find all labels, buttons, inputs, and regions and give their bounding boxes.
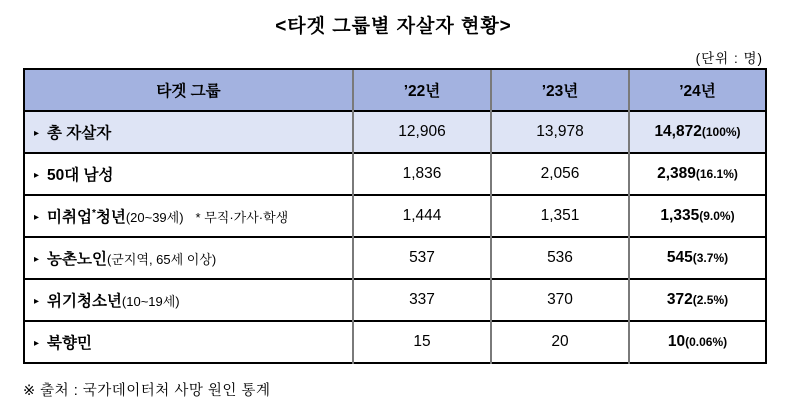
value-year-22: 15 bbox=[353, 321, 491, 363]
value-year-23: 2,056 bbox=[491, 153, 629, 195]
table-row bbox=[24, 279, 766, 321]
row-label-cell bbox=[24, 153, 353, 195]
table-row bbox=[24, 153, 766, 195]
table-header-row bbox=[24, 69, 766, 111]
column-header-year-22: ’22년 bbox=[353, 69, 491, 111]
value-year-24-percent: (2.5%) bbox=[692, 293, 729, 307]
value-year-23: 370 bbox=[491, 279, 629, 321]
value-year-22: 12,906 bbox=[353, 111, 491, 153]
row-label-cell bbox=[24, 111, 353, 153]
value-year-24: 10 bbox=[667, 333, 686, 350]
row-bullet-icon: ▸ bbox=[34, 170, 40, 181]
row-bullet-icon: ▸ bbox=[34, 128, 40, 139]
value-year-24-percent: (100%) bbox=[701, 125, 741, 139]
value-year-23: 536 bbox=[491, 237, 629, 279]
row-label: 50대 남성 bbox=[47, 167, 114, 184]
value-year-23: 20 bbox=[491, 321, 629, 363]
value-year-24-cell bbox=[629, 111, 766, 153]
value-year-24-cell bbox=[629, 153, 766, 195]
value-year-24: 1,335 bbox=[660, 207, 700, 224]
column-header-target-group: 타겟 그룹 bbox=[24, 69, 353, 111]
value-year-24: 2,389 bbox=[657, 165, 696, 182]
value-year-24: 372 bbox=[666, 291, 693, 308]
row-label-parenthetical: (군지역, 65세 이상) bbox=[106, 252, 217, 267]
row-label: 북향민 bbox=[47, 335, 92, 352]
unit-label: (단위 : 명) bbox=[695, 51, 763, 66]
source-note: ※ 출처 : 국가데이터처 사망 원인 통계 bbox=[23, 383, 271, 399]
row-bullet-icon: ▸ bbox=[34, 338, 40, 349]
row-label-cell bbox=[24, 321, 353, 363]
value-year-22: 1,444 bbox=[353, 195, 491, 237]
row-label-cell bbox=[24, 195, 353, 237]
row-label-cell bbox=[24, 279, 353, 321]
row-label: 농촌노인 bbox=[47, 251, 107, 268]
value-year-24-cell bbox=[629, 279, 766, 321]
row-bullet-icon: ▸ bbox=[34, 296, 40, 307]
table-row bbox=[24, 111, 766, 153]
table-row bbox=[24, 321, 766, 363]
page-title: <타겟 그룹별 자살자 현황> bbox=[275, 16, 512, 37]
value-year-24-cell bbox=[629, 321, 766, 363]
column-header-year-24: ’24년 bbox=[629, 69, 766, 111]
row-bullet-icon: ▸ bbox=[34, 212, 40, 223]
row-label-cell bbox=[24, 237, 353, 279]
value-year-24: 14,872 bbox=[654, 123, 702, 140]
row-bullet-icon: ▸ bbox=[34, 254, 40, 265]
value-year-24-cell bbox=[629, 195, 766, 237]
value-year-24-percent: (3.7%) bbox=[692, 251, 729, 265]
value-year-22: 1,836 bbox=[353, 153, 491, 195]
value-year-24-percent: (0.06%) bbox=[685, 335, 728, 349]
statistics-table bbox=[23, 68, 767, 364]
value-year-22: 537 bbox=[353, 237, 491, 279]
row-footnote: * 무직·가사·학생 bbox=[195, 210, 289, 225]
value-year-24-percent: (9.0%) bbox=[699, 209, 735, 223]
value-year-22: 337 bbox=[353, 279, 491, 321]
value-year-24-percent: (16.1%) bbox=[695, 167, 738, 181]
column-header-year-23: ’23년 bbox=[491, 69, 629, 111]
value-year-24-cell bbox=[629, 237, 766, 279]
table-row bbox=[24, 237, 766, 279]
row-label-parenthetical: (10~19세) bbox=[121, 294, 180, 309]
row-label-parenthetical: (20~39세) bbox=[125, 210, 184, 225]
value-year-24: 545 bbox=[666, 249, 693, 266]
row-label-superscript: * bbox=[91, 208, 96, 219]
row-label: 위기청소년 bbox=[47, 293, 122, 310]
value-year-23: 13,978 bbox=[491, 111, 629, 153]
value-year-23: 1,351 bbox=[491, 195, 629, 237]
table-row bbox=[24, 195, 766, 237]
row-label: 미취업 bbox=[47, 209, 92, 226]
row-label-part2: 청년 bbox=[95, 209, 126, 226]
row-label: 총 자살자 bbox=[47, 125, 112, 142]
